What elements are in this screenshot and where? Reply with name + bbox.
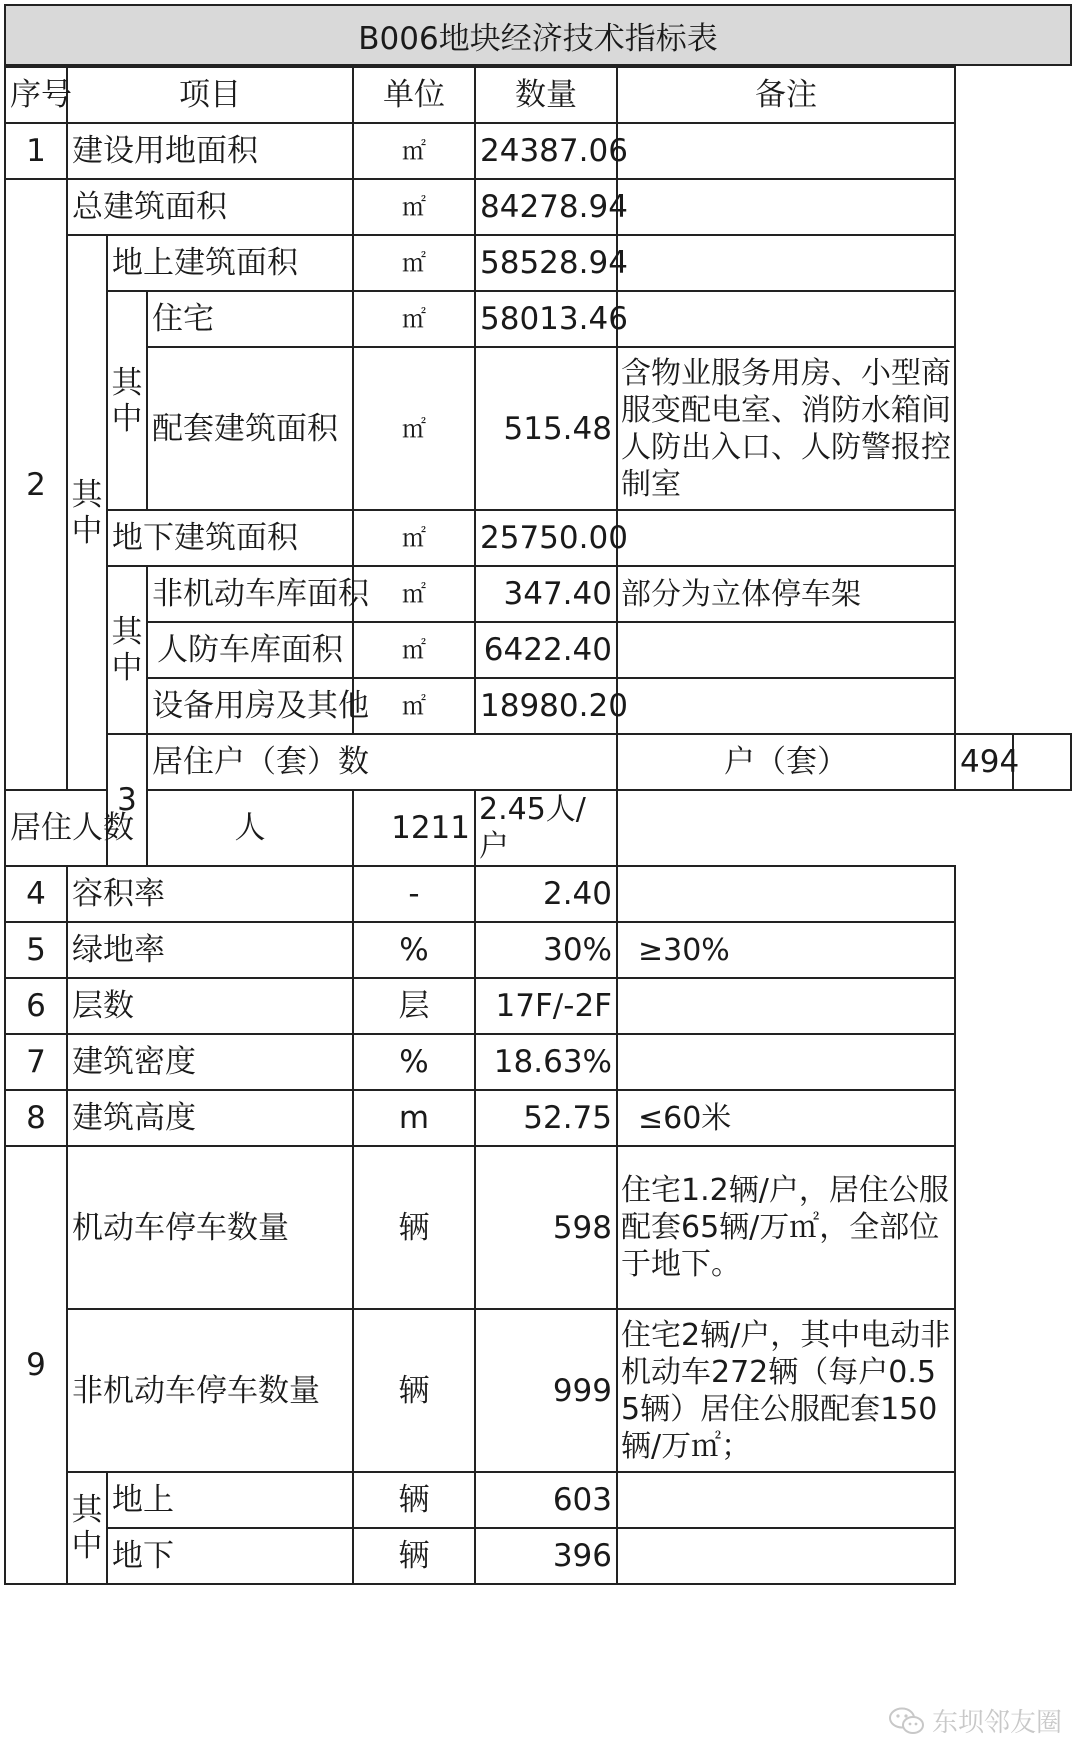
row-item: 层数 — [67, 978, 353, 1034]
row-unit: 辆 — [353, 1472, 475, 1528]
indicator-table — [4, 66, 1072, 1585]
row-note — [1013, 734, 1071, 790]
row-unit: m — [353, 1090, 475, 1146]
table-row — [5, 866, 1071, 922]
row-no: 3 — [107, 734, 147, 866]
row-qty: 999 — [475, 1309, 617, 1472]
row-qty: 396 — [475, 1528, 617, 1584]
row-item: 绿地率 — [67, 922, 353, 978]
table-row — [5, 1472, 1071, 1528]
table-row — [5, 1034, 1071, 1090]
row-note — [617, 866, 955, 922]
row-qty: 30% — [475, 922, 617, 978]
row-item: 地上 — [107, 1472, 353, 1528]
row-no: 9 — [5, 1146, 67, 1584]
row-unit: ㎡ — [353, 347, 475, 510]
row-note — [617, 510, 955, 566]
row-qty: 1211 — [353, 790, 475, 866]
row-qty: 18.63% — [475, 1034, 617, 1090]
row-unit: 辆 — [353, 1146, 475, 1309]
row-note — [617, 235, 955, 291]
row-no: 4 — [5, 866, 67, 922]
row-note — [617, 1472, 955, 1528]
row-note: 部分为立体停车架 — [617, 566, 955, 622]
row-item: 住宅 — [147, 291, 353, 347]
row-note: 住宅2辆/户，其中电动非机动车272辆（每户0.55辆）居住公服配套150辆/万㎡； — [617, 1309, 955, 1472]
row-note: 住宅1.2辆/户，居住公服配套65辆/万㎡，全部位于地下。 — [617, 1146, 955, 1309]
row-note: 2.45人/户 — [475, 790, 617, 866]
table-row — [5, 1090, 1071, 1146]
qizhong-label: 其中 — [107, 291, 147, 510]
row-note: 含物业服务用房、小型商服变配电室、消防水箱间人防出入口、人防警报控制室 — [617, 347, 955, 510]
row-qty: 18980.20 — [475, 678, 617, 734]
row-unit: 层 — [353, 978, 475, 1034]
row-no: 6 — [5, 978, 67, 1034]
row-unit: ㎡ — [353, 235, 475, 291]
row-item: 建筑高度 — [67, 1090, 353, 1146]
table-row — [5, 1146, 1071, 1309]
row-note — [617, 678, 955, 734]
row-unit: ㎡ — [353, 510, 475, 566]
row-qty: 515.48 — [475, 347, 617, 510]
row-no: 5 — [5, 922, 67, 978]
row-item: 建设用地面积 — [67, 123, 353, 179]
table-row — [5, 1309, 1071, 1472]
row-item: 容积率 — [67, 866, 353, 922]
table-row — [5, 123, 1071, 179]
row-item: 居住人数 — [5, 790, 147, 866]
row-unit: ㎡ — [353, 678, 475, 734]
row-unit: ㎡ — [353, 566, 475, 622]
table-row — [5, 978, 1071, 1034]
row-note: ≥30% — [617, 922, 955, 978]
row-no: 2 — [5, 179, 67, 790]
row-unit: ㎡ — [353, 291, 475, 347]
row-note — [617, 123, 955, 179]
row-item: 地下建筑面积 — [107, 510, 353, 566]
qizhong-label: 其中 — [107, 566, 147, 734]
row-note — [617, 179, 955, 235]
row-item: 建筑密度 — [67, 1034, 353, 1090]
row-note — [617, 1528, 955, 1584]
row-qty: 494 — [955, 734, 1013, 790]
row-qty: 58013.46 — [475, 291, 617, 347]
watermark-text: 东坝邻友圈 — [931, 1708, 1062, 1738]
row-no: 1 — [5, 123, 67, 179]
header-no: 序号 — [5, 67, 67, 123]
row-no: 8 — [5, 1090, 67, 1146]
header-unit: 单位 — [353, 67, 475, 123]
wechat-icon — [888, 1706, 926, 1736]
table-row — [5, 235, 1071, 291]
row-qty: 17F/-2F — [475, 978, 617, 1034]
table-row — [5, 922, 1071, 978]
row-unit: % — [353, 1034, 475, 1090]
table-row — [5, 291, 1071, 347]
row-note: ≤60米 — [617, 1090, 955, 1146]
table-row — [5, 566, 1071, 622]
table-row — [5, 510, 1071, 566]
row-unit: ㎡ — [353, 179, 475, 235]
row-note — [617, 622, 955, 678]
row-qty: 598 — [475, 1146, 617, 1309]
header-item: 项目 — [67, 67, 353, 123]
row-unit: ㎡ — [353, 622, 475, 678]
row-qty: 347.40 — [475, 566, 617, 622]
table-row — [5, 790, 1071, 866]
row-note — [617, 291, 955, 347]
table-row — [5, 347, 1071, 510]
row-qty: 6422.40 — [475, 622, 617, 678]
table-row — [5, 678, 1071, 734]
row-item: 地下 — [107, 1528, 353, 1584]
row-item: 非机动车库面积 — [147, 566, 353, 622]
qizhong-label: 其中 — [67, 1472, 107, 1584]
row-note — [617, 1034, 955, 1090]
row-unit: 户（套） — [617, 734, 955, 790]
row-qty: 52.75 — [475, 1090, 617, 1146]
table-row — [5, 1528, 1071, 1584]
row-item: 配套建筑面积 — [147, 347, 353, 510]
row-unit: ㎡ — [353, 123, 475, 179]
row-qty: 24387.06 — [475, 123, 617, 179]
row-unit: - — [353, 866, 475, 922]
row-item: 机动车停车数量 — [67, 1146, 353, 1309]
table-title: B006地块经济技术指标表 — [4, 4, 1072, 66]
watermark — [888, 1702, 1062, 1739]
table-row — [5, 179, 1071, 235]
row-unit: 辆 — [353, 1309, 475, 1472]
header-qty: 数量 — [475, 67, 617, 123]
row-no: 7 — [5, 1034, 67, 1090]
row-qty: 25750.00 — [475, 510, 617, 566]
row-unit: % — [353, 922, 475, 978]
row-item: 人防车库面积 — [147, 622, 353, 678]
row-unit: 辆 — [353, 1528, 475, 1584]
qizhong-label: 其中 — [67, 235, 107, 790]
table-row — [5, 734, 1071, 790]
row-item: 地上建筑面积 — [107, 235, 353, 291]
row-note — [617, 978, 955, 1034]
header-row — [5, 67, 1071, 123]
table-row — [5, 622, 1071, 678]
row-unit: 人 — [147, 790, 353, 866]
row-item: 居住户（套）数 — [147, 734, 617, 790]
row-qty: 603 — [475, 1472, 617, 1528]
row-qty: 2.40 — [475, 866, 617, 922]
row-item: 非机动车停车数量 — [67, 1309, 353, 1472]
header-note: 备注 — [617, 67, 955, 123]
row-item: 总建筑面积 — [67, 179, 353, 235]
row-qty: 84278.94 — [475, 179, 617, 235]
row-qty: 58528.94 — [475, 235, 617, 291]
row-item: 设备用房及其他 — [147, 678, 353, 734]
indicator-table-frame — [4, 4, 1076, 1743]
